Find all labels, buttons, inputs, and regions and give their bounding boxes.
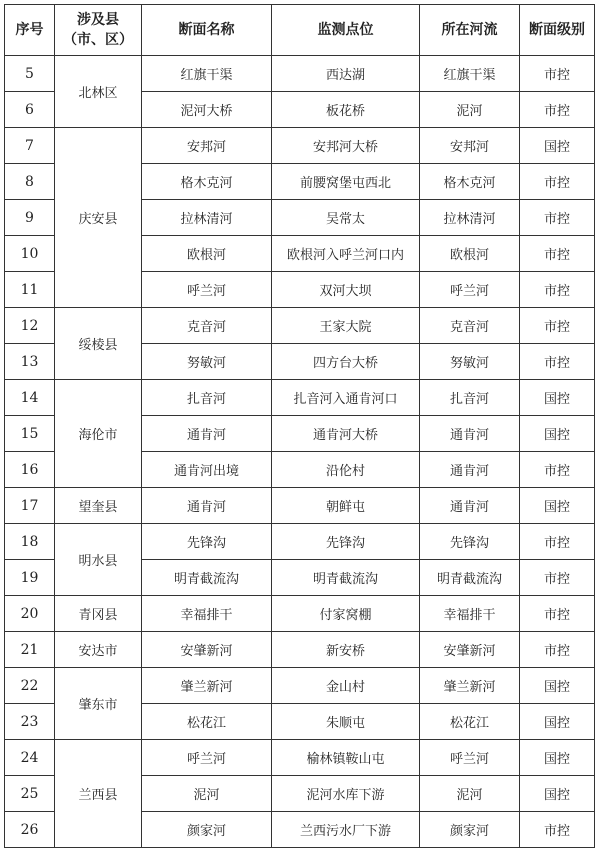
cell-monitoring-site: 付家窝棚: [272, 596, 420, 632]
cell-section-name: 通肯河: [142, 488, 272, 524]
cell-serial-number: 26: [5, 812, 55, 848]
cell-section-name: 克音河: [142, 308, 272, 344]
cell-serial-number: 6: [5, 92, 55, 128]
cell-section-name: 安邦河: [142, 128, 272, 164]
cell-monitoring-site: 西达湖: [272, 56, 420, 92]
cell-monitoring-site: 朱顺屯: [272, 704, 420, 740]
cell-monitoring-site: 吴常太: [272, 200, 420, 236]
cell-serial-number: 7: [5, 128, 55, 164]
cell-section-level: 国控: [520, 416, 595, 452]
cell-section-level: 市控: [520, 452, 595, 488]
cell-section-name: 通肯河出境: [142, 452, 272, 488]
cell-river: 扎音河: [420, 380, 520, 416]
cell-section-name: 松花江: [142, 704, 272, 740]
cell-serial-number: 24: [5, 740, 55, 776]
cell-section-name: 肇兰新河: [142, 668, 272, 704]
cell-section-level: 市控: [520, 632, 595, 668]
cell-river: 泥河: [420, 92, 520, 128]
cell-section-name: 扎音河: [142, 380, 272, 416]
cell-serial-number: 12: [5, 308, 55, 344]
cell-river: 欧根河: [420, 236, 520, 272]
cell-monitoring-site: 明青截流沟: [272, 560, 420, 596]
cell-monitoring-site: 泥河水库下游: [272, 776, 420, 812]
cell-river: 颜家河: [420, 812, 520, 848]
header-county: [55, 5, 142, 56]
cell-section-level: 市控: [520, 272, 595, 308]
cell-monitoring-site: 安邦河大桥: [272, 128, 420, 164]
cell-monitoring-site: 沿伦村: [272, 452, 420, 488]
cell-monitoring-site: 榆林镇鞍山屯: [272, 740, 420, 776]
cell-river: 安邦河: [420, 128, 520, 164]
table-row: [5, 308, 595, 344]
cell-serial-number: 21: [5, 632, 55, 668]
cell-section-level: 市控: [520, 524, 595, 560]
cell-serial-number: 11: [5, 272, 55, 308]
header-river: 所在河流: [420, 5, 520, 56]
header-county-line2: （市、区）: [63, 32, 133, 48]
cell-county: 安达市: [55, 632, 142, 668]
cell-section-level: 市控: [520, 92, 595, 128]
cell-section-level: 市控: [520, 200, 595, 236]
cell-serial-number: 22: [5, 668, 55, 704]
cell-section-name: 先锋沟: [142, 524, 272, 560]
cell-monitoring-site: 通肯河大桥: [272, 416, 420, 452]
header-monitoring-site: 监测点位: [272, 5, 420, 56]
cell-monitoring-site: 王家大院: [272, 308, 420, 344]
cell-river: 通肯河: [420, 488, 520, 524]
cell-monitoring-site: 前腰窝堡屯西北: [272, 164, 420, 200]
cell-section-name: 努敏河: [142, 344, 272, 380]
cell-monitoring-site: 板花桥: [272, 92, 420, 128]
cell-monitoring-site: 欧根河入呼兰河口内: [272, 236, 420, 272]
cell-serial-number: 10: [5, 236, 55, 272]
cell-county: 庆安县: [55, 128, 142, 308]
cell-monitoring-site: 四方台大桥: [272, 344, 420, 380]
table-row: [5, 56, 595, 92]
cell-county: 望奎县: [55, 488, 142, 524]
cell-monitoring-site: 金山村: [272, 668, 420, 704]
cell-section-level: 国控: [520, 128, 595, 164]
table-row: [5, 740, 595, 776]
cell-section-level: 市控: [520, 236, 595, 272]
cell-river: 安肇新河: [420, 632, 520, 668]
monitoring-sections-table-wrapper: [4, 4, 594, 848]
header-section-level: 断面级别: [520, 5, 595, 56]
cell-section-level: 国控: [520, 776, 595, 812]
cell-monitoring-site: 先锋沟: [272, 524, 420, 560]
cell-county: 明水县: [55, 524, 142, 596]
cell-section-name: 通肯河: [142, 416, 272, 452]
header-section-name: 断面名称: [142, 5, 272, 56]
cell-serial-number: 19: [5, 560, 55, 596]
cell-monitoring-site: 新安桥: [272, 632, 420, 668]
cell-serial-number: 14: [5, 380, 55, 416]
cell-river: 泥河: [420, 776, 520, 812]
cell-section-level: 国控: [520, 740, 595, 776]
cell-river: 克音河: [420, 308, 520, 344]
cell-river: 拉林清河: [420, 200, 520, 236]
cell-section-name: 泥河: [142, 776, 272, 812]
table-row: [5, 668, 595, 704]
cell-section-level: 市控: [520, 812, 595, 848]
header-serial-number: 序号: [5, 5, 55, 56]
cell-serial-number: 23: [5, 704, 55, 740]
cell-river: 通肯河: [420, 416, 520, 452]
table-header-row: [5, 5, 595, 56]
monitoring-sections-table: [4, 4, 595, 848]
cell-monitoring-site: 朝鲜屯: [272, 488, 420, 524]
cell-section-level: 国控: [520, 668, 595, 704]
header-county-line1: 涉及县: [77, 12, 119, 28]
cell-section-level: 市控: [520, 56, 595, 92]
cell-section-name: 欧根河: [142, 236, 272, 272]
cell-county: 肇东市: [55, 668, 142, 740]
cell-river: 肇兰新河: [420, 668, 520, 704]
cell-river: 努敏河: [420, 344, 520, 380]
cell-monitoring-site: 兰西污水厂下游: [272, 812, 420, 848]
cell-river: 呼兰河: [420, 740, 520, 776]
table-row: [5, 596, 595, 632]
cell-section-name: 泥河大桥: [142, 92, 272, 128]
cell-river: 呼兰河: [420, 272, 520, 308]
cell-river: 先锋沟: [420, 524, 520, 560]
cell-river: 幸福排干: [420, 596, 520, 632]
cell-county: 兰西县: [55, 740, 142, 848]
table-body: [5, 56, 595, 848]
cell-section-level: 国控: [520, 488, 595, 524]
cell-county: 海伦市: [55, 380, 142, 488]
cell-river: 格木克河: [420, 164, 520, 200]
cell-serial-number: 15: [5, 416, 55, 452]
cell-serial-number: 8: [5, 164, 55, 200]
cell-section-name: 红旗干渠: [142, 56, 272, 92]
cell-county: 北林区: [55, 56, 142, 128]
cell-section-name: 颜家河: [142, 812, 272, 848]
cell-serial-number: 16: [5, 452, 55, 488]
cell-section-level: 市控: [520, 596, 595, 632]
cell-section-level: 市控: [520, 164, 595, 200]
cell-section-level: 国控: [520, 704, 595, 740]
cell-monitoring-site: 扎音河入通肯河口: [272, 380, 420, 416]
cell-serial-number: 17: [5, 488, 55, 524]
cell-county: 青冈县: [55, 596, 142, 632]
cell-section-name: 格木克河: [142, 164, 272, 200]
cell-section-name: 拉林清河: [142, 200, 272, 236]
cell-monitoring-site: 双河大坝: [272, 272, 420, 308]
cell-serial-number: 9: [5, 200, 55, 236]
cell-section-name: 明青截流沟: [142, 560, 272, 596]
cell-serial-number: 13: [5, 344, 55, 380]
cell-section-level: 国控: [520, 380, 595, 416]
cell-section-level: 市控: [520, 344, 595, 380]
cell-section-name: 幸福排干: [142, 596, 272, 632]
cell-river: 明青截流沟: [420, 560, 520, 596]
cell-river: 松花江: [420, 704, 520, 740]
cell-serial-number: 20: [5, 596, 55, 632]
cell-section-name: 安肇新河: [142, 632, 272, 668]
table-row: [5, 524, 595, 560]
cell-serial-number: 18: [5, 524, 55, 560]
cell-county: 绥棱县: [55, 308, 142, 380]
cell-section-name: 呼兰河: [142, 272, 272, 308]
cell-serial-number: 25: [5, 776, 55, 812]
cell-river: 通肯河: [420, 452, 520, 488]
cell-serial-number: 5: [5, 56, 55, 92]
table-row: [5, 380, 595, 416]
table-row: [5, 488, 595, 524]
cell-section-level: 市控: [520, 308, 595, 344]
cell-river: 红旗干渠: [420, 56, 520, 92]
cell-section-name: 呼兰河: [142, 740, 272, 776]
table-row: [5, 632, 595, 668]
cell-section-level: 市控: [520, 560, 595, 596]
table-row: [5, 128, 595, 164]
